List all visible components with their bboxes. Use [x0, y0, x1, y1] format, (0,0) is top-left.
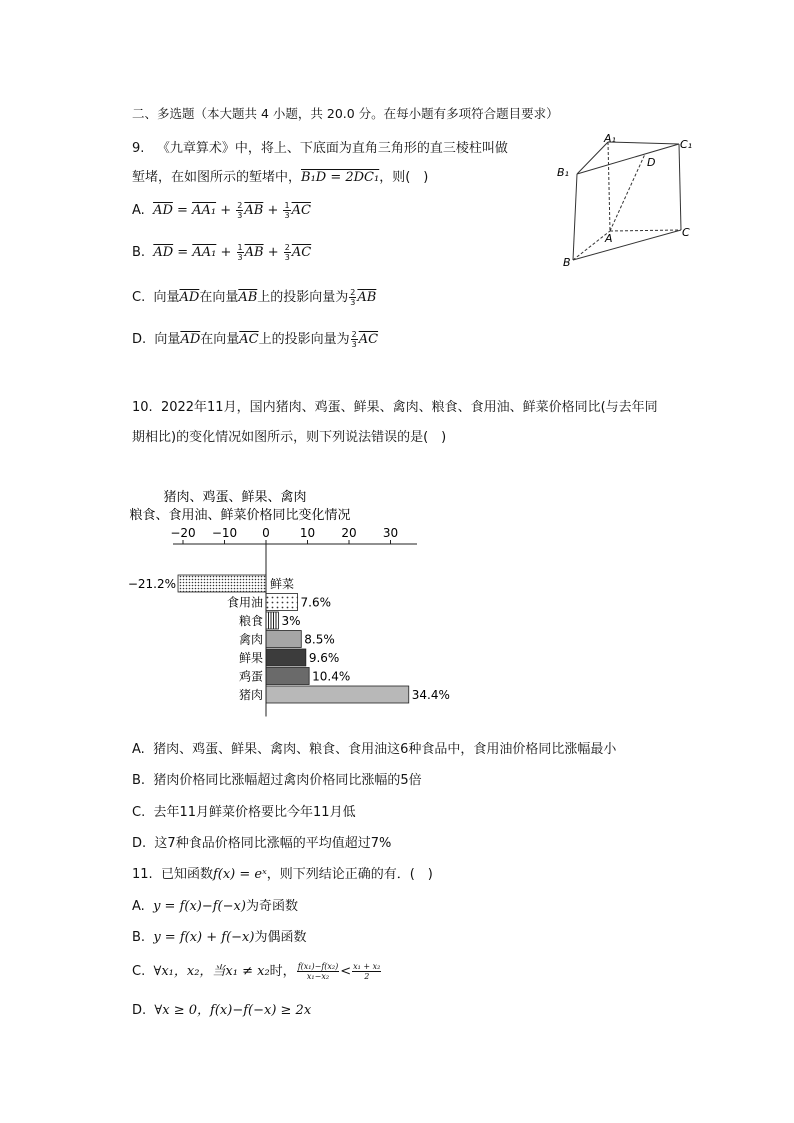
section-heading: 二、多选题（本大题共 4 小题，共 20.0 分。在每小题有多项符合题目要求） — [132, 106, 559, 121]
bars — [128, 544, 450, 717]
category-label: 食用油 — [226, 595, 263, 610]
data-label: −21.2% — [127, 577, 177, 591]
data-label: 9.6% — [308, 651, 340, 665]
option-label: D. — [132, 332, 147, 347]
bar-1 — [178, 575, 266, 592]
chart-subtitle: 粮食、食用油、鲜菜价格同比变化情况 — [129, 508, 351, 523]
q11-option-d — [132, 999, 311, 1018]
math-expr: f(x)−f(−x) ≥ 2x — [210, 1003, 312, 1018]
text: ∀x₁，x₂，当 — [153, 964, 226, 979]
vector: $\overline{AC}$ — [358, 332, 379, 347]
plus: + — [267, 245, 279, 260]
fraction: $\frac{\text{f(x₁)−f(x₂)}}{\text{x₁−x₂}}$ — [297, 962, 339, 981]
equals: = — [177, 245, 189, 260]
category-label: 鲜菜 — [270, 577, 295, 591]
text: ，则下列结论正确的有．( ) — [266, 867, 433, 882]
option-label: B. — [132, 773, 146, 788]
q9-line1 — [132, 137, 508, 156]
bar-7 — [266, 686, 409, 703]
q10-option-a — [132, 738, 616, 757]
math-expr: y = f(x) + f(−x) — [153, 930, 255, 945]
label-b: B — [563, 256, 571, 269]
x-tick-label: 10 — [299, 526, 316, 540]
option-text: 为偶函数 — [254, 930, 307, 945]
vector: $\overline{AD}$ — [180, 332, 201, 347]
bar-3 — [266, 612, 278, 629]
label-b1: B₁ — [557, 166, 569, 179]
vector: $\overline{AC}$ — [291, 245, 312, 260]
q9-condition: B₁D = 2DC₁ — [301, 170, 380, 185]
label-a1: A₁ — [604, 132, 616, 145]
chart-title: 猪肉、鸡蛋、鲜果、禽肉 — [163, 490, 307, 505]
equals: = — [177, 203, 188, 218]
option-label: C. — [132, 805, 146, 820]
option-text: 为奇函数 — [245, 899, 298, 914]
option-label: A. — [132, 899, 145, 914]
category-label: 粮食 — [238, 614, 263, 628]
label-d: D — [647, 156, 656, 169]
price-change-chart — [125, 485, 450, 720]
data-label: 3% — [281, 614, 301, 628]
text: 在向量 — [199, 290, 239, 305]
vector: $\overline{AD}$ — [153, 245, 174, 260]
category-label: 禽肉 — [238, 632, 263, 647]
q9-line2 — [132, 166, 428, 185]
label-a: A — [605, 232, 613, 245]
text: 在向量 — [200, 332, 240, 347]
q11-number: 11. — [132, 867, 153, 882]
text: 向量 — [154, 332, 181, 347]
q9-option-a — [132, 201, 311, 220]
option-label: C. — [132, 290, 146, 305]
q11-option-b — [132, 926, 306, 945]
text: 时， — [269, 964, 296, 979]
bar-5 — [266, 649, 306, 666]
text: 上的投影向量为 — [258, 332, 350, 347]
bar-4 — [266, 631, 301, 648]
x-axis-ticks — [170, 526, 398, 544]
x-tick-label: 0 — [262, 526, 270, 540]
q11-option-c — [132, 960, 382, 981]
fraction: $\frac{1}{3}$ — [284, 201, 290, 220]
vector: AA₁ — [192, 245, 217, 260]
q10-line1 — [132, 396, 658, 415]
vector: AA₁ — [192, 203, 217, 218]
vector: $\overline{AD}$ — [179, 290, 200, 305]
fraction: $\frac{2}{3}$ — [237, 201, 243, 220]
vector: $\overline{AC}$ — [291, 203, 311, 218]
q10-stem-line1: 2022年11月，国内猪肉、鸡蛋、鲜果、禽肉、粮食、食用油、鲜菜价格同比(与去年同 — [160, 400, 658, 415]
fraction: $\frac{2}{3}$ — [350, 288, 356, 307]
fraction: $\frac{2}{3}$ — [284, 243, 290, 262]
option-label: A. — [132, 203, 145, 218]
fraction: $\frac{\text{x₁ + x₂}}{2}$ — [353, 962, 381, 981]
vector: $\overline{AB}$ — [244, 245, 264, 260]
plus: + — [220, 203, 232, 218]
option-label: B. — [132, 930, 146, 945]
math-expr: x₁ ≠ x₂ — [225, 964, 270, 979]
bar-6 — [266, 668, 309, 685]
q9-option-d — [132, 328, 378, 349]
category-label: 猪肉 — [238, 688, 263, 702]
q10-number: 10. — [132, 400, 153, 415]
less-than: < — [340, 964, 352, 979]
label-c: C — [682, 226, 690, 239]
q10-option-b — [132, 769, 422, 788]
x-tick-label: 20 — [341, 526, 357, 540]
option-label: B. — [132, 245, 146, 260]
function-expr: f(x) = eˣ — [212, 867, 267, 882]
label-c1: C₁ — [680, 138, 693, 151]
q9-option-b — [132, 243, 311, 262]
vector: $\overline{AB}$ — [238, 290, 258, 305]
option-label: D. — [132, 836, 147, 851]
text: 上的投影向量为 — [257, 290, 349, 305]
text: ∀x ≥ 0， — [154, 1003, 211, 1018]
bar-2 — [266, 594, 298, 611]
vector: $\overline{AB}$ — [244, 203, 264, 218]
vector: $\overline{AC}$ — [239, 332, 259, 347]
q9-number: 9. — [132, 141, 145, 156]
category-label: 鲜果 — [238, 651, 263, 665]
q10-option-c — [132, 801, 356, 820]
option-text: 猪肉、鸡蛋、鲜果、禽肉、粮食、食用油这6种食品中，食用油价格同比涨幅最小 — [153, 742, 617, 757]
data-label: 34.4% — [411, 688, 450, 702]
prism-figure — [555, 132, 705, 272]
plus: + — [220, 245, 232, 260]
q10-option-d — [132, 832, 391, 851]
option-text: 猪肉价格同比涨幅超过禽肉价格同比涨幅的5倍 — [153, 773, 422, 788]
option-label: A. — [132, 742, 145, 757]
option-label: D. — [132, 1003, 147, 1018]
vector: $\overline{AB}$ — [357, 290, 377, 305]
x-tick-label: −10 — [211, 526, 238, 540]
q11-option-a — [132, 895, 298, 914]
vector: $\overline{AD}$ — [153, 203, 173, 218]
fraction: $\frac{2}{3}$ — [351, 330, 357, 349]
q9-stem-line1: 《九章算术》中，将上、下底面为直角三角形的直三棱柱叫做 — [156, 141, 508, 156]
text: 向量 — [153, 290, 180, 305]
option-label: C. — [132, 964, 146, 979]
fraction: $\frac{1}{3}$ — [237, 243, 243, 262]
q9-option-c — [132, 286, 376, 307]
data-label: 8.5% — [304, 632, 335, 647]
x-tick-label: −20 — [170, 526, 196, 540]
plus: + — [267, 203, 279, 218]
text: 已知函数 — [160, 867, 213, 882]
x-tick-label: 30 — [382, 526, 399, 540]
option-text: 这7种食品价格同比涨幅的平均值超过7% — [154, 836, 392, 851]
q11-stem — [132, 863, 433, 882]
q10-stem-line2: 期相比)的变化情况如图所示，则下列说法错误的是( ) — [132, 430, 447, 445]
math-expr: y = f(x)−f(−x) — [153, 899, 246, 914]
category-label: 鸡蛋 — [238, 669, 263, 684]
q9-stem-line2: 堑堵，在如图所示的堑堵中， — [132, 170, 302, 185]
q9-stem-tail: ，则( ) — [379, 170, 429, 185]
option-text: 去年11月鲜菜价格要比今年11月低 — [153, 805, 356, 820]
data-label: 7.6% — [300, 595, 332, 610]
data-label: 10.4% — [312, 669, 351, 684]
